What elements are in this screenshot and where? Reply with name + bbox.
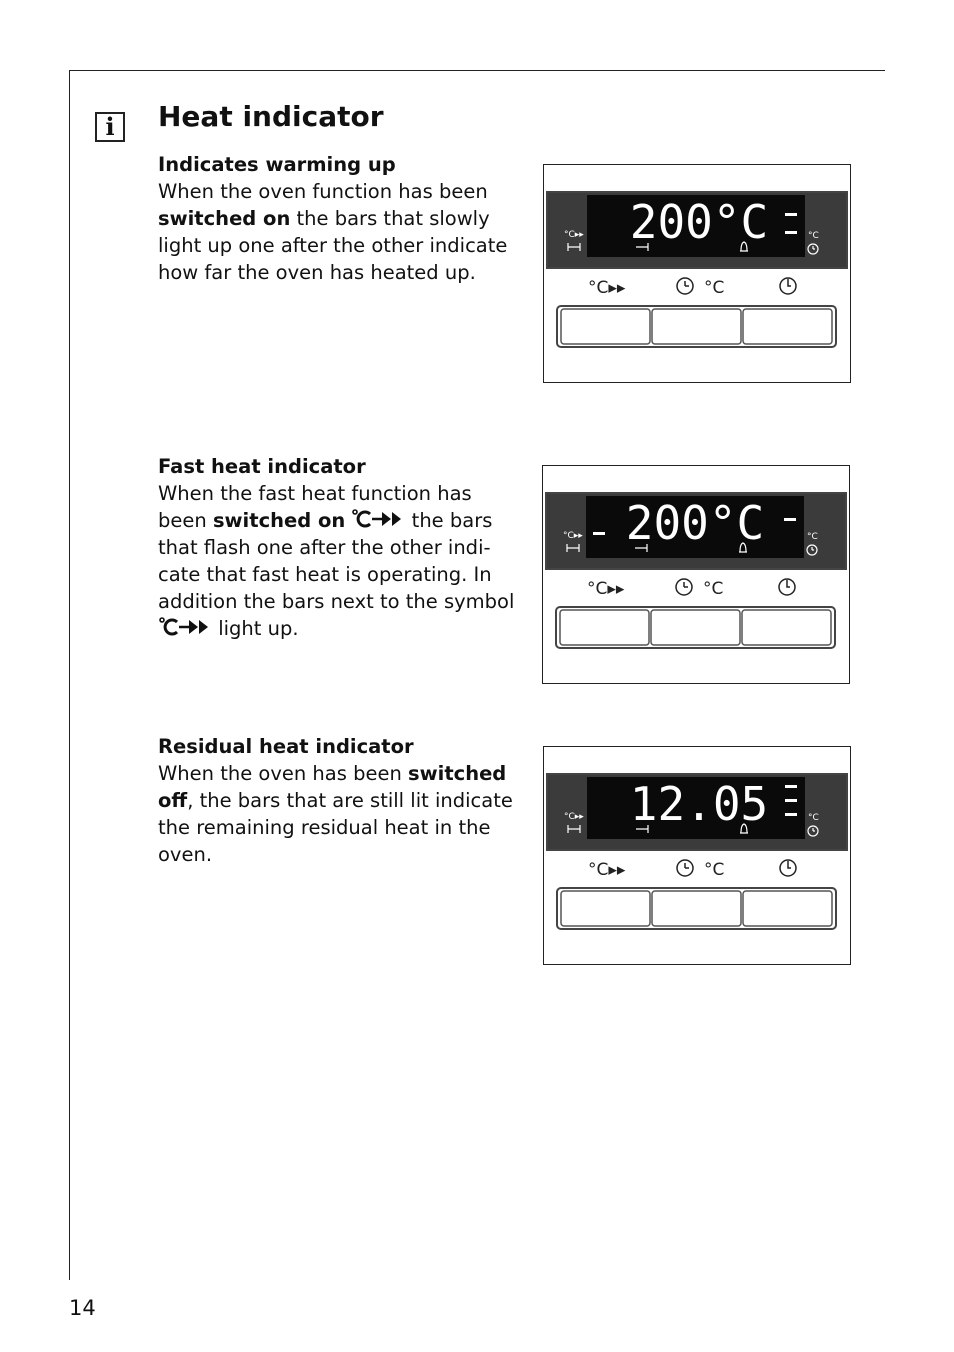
section-text: When the fast heat function has been switched on the bars that flash one after the other indi- cate that fast heat is operating. In addition the bars next to the symbol light up.	[158, 482, 515, 640]
key-labels	[588, 860, 796, 880]
fast-heat-bar	[593, 532, 605, 535]
section-text: When the oven function has been switched on the bars that slowly light up one after the other indicate how far the oven has heated up.	[158, 180, 508, 284]
oven-panel-warming-up	[543, 164, 851, 383]
oven-panel-fast-heat	[542, 465, 850, 684]
heat-bar	[785, 231, 797, 234]
svg-text:°C: °C	[808, 231, 819, 241]
section-fast-heat	[158, 453, 516, 642]
fast-heat-icon: °C▸▸	[588, 278, 626, 298]
heat-bar	[785, 785, 797, 788]
fast-heat-button[interactable]	[560, 610, 649, 645]
section-heading: Residual heat indicator	[158, 735, 414, 758]
timer-button[interactable]	[742, 610, 831, 645]
key-labels	[588, 278, 796, 298]
display-readout: 12.05	[629, 777, 769, 831]
fast-heat-button[interactable]	[561, 891, 650, 926]
section-text: When the oven has been switched off, the bars that are still lit indicate the remaining residual heat in the oven.	[158, 762, 513, 866]
key-labels	[587, 579, 795, 599]
section-heading: Fast heat indicator	[158, 455, 366, 478]
fast-heat-icon: °C▸▸	[588, 860, 626, 880]
heat-bar	[785, 813, 797, 816]
left-rule	[69, 70, 70, 1280]
fast-heat-button[interactable]	[561, 309, 650, 344]
oven-panel-residual-heat	[543, 746, 851, 965]
svg-text:°C▸▸: °C▸▸	[564, 812, 584, 822]
fast-heat-symbol-icon	[158, 617, 212, 637]
svg-text:°C▸▸: °C▸▸	[563, 531, 583, 541]
svg-text:°C: °C	[808, 813, 819, 823]
svg-text:°C▸▸: °C▸▸	[564, 230, 584, 240]
svg-text:°C: °C	[807, 532, 818, 542]
timer-button[interactable]	[743, 891, 832, 926]
display-readout: 200°C	[625, 496, 765, 550]
heat-bar	[784, 518, 796, 521]
top-rule	[69, 70, 885, 71]
section-residual-heat	[158, 733, 516, 868]
temperature-icon: °C	[703, 579, 724, 599]
fast-heat-symbol-icon	[351, 509, 405, 529]
clock-temperature-button[interactable]	[651, 610, 740, 645]
section-warming-up	[158, 151, 516, 286]
timer-button[interactable]	[743, 309, 832, 344]
temperature-icon: °C	[704, 860, 725, 880]
info-icon: i	[95, 112, 125, 142]
clock-temperature-button[interactable]	[652, 891, 741, 926]
clock-temperature-button[interactable]	[652, 309, 741, 344]
temperature-icon: °C	[704, 278, 725, 298]
fast-heat-icon: °C▸▸	[587, 579, 625, 599]
page-title: Heat indicator	[158, 100, 384, 133]
heat-bar	[785, 799, 797, 802]
section-heading: Indicates warming up	[158, 153, 396, 176]
heat-bar	[785, 213, 797, 216]
page-number: 14	[69, 1296, 96, 1320]
display-readout: 200°C	[629, 195, 769, 249]
